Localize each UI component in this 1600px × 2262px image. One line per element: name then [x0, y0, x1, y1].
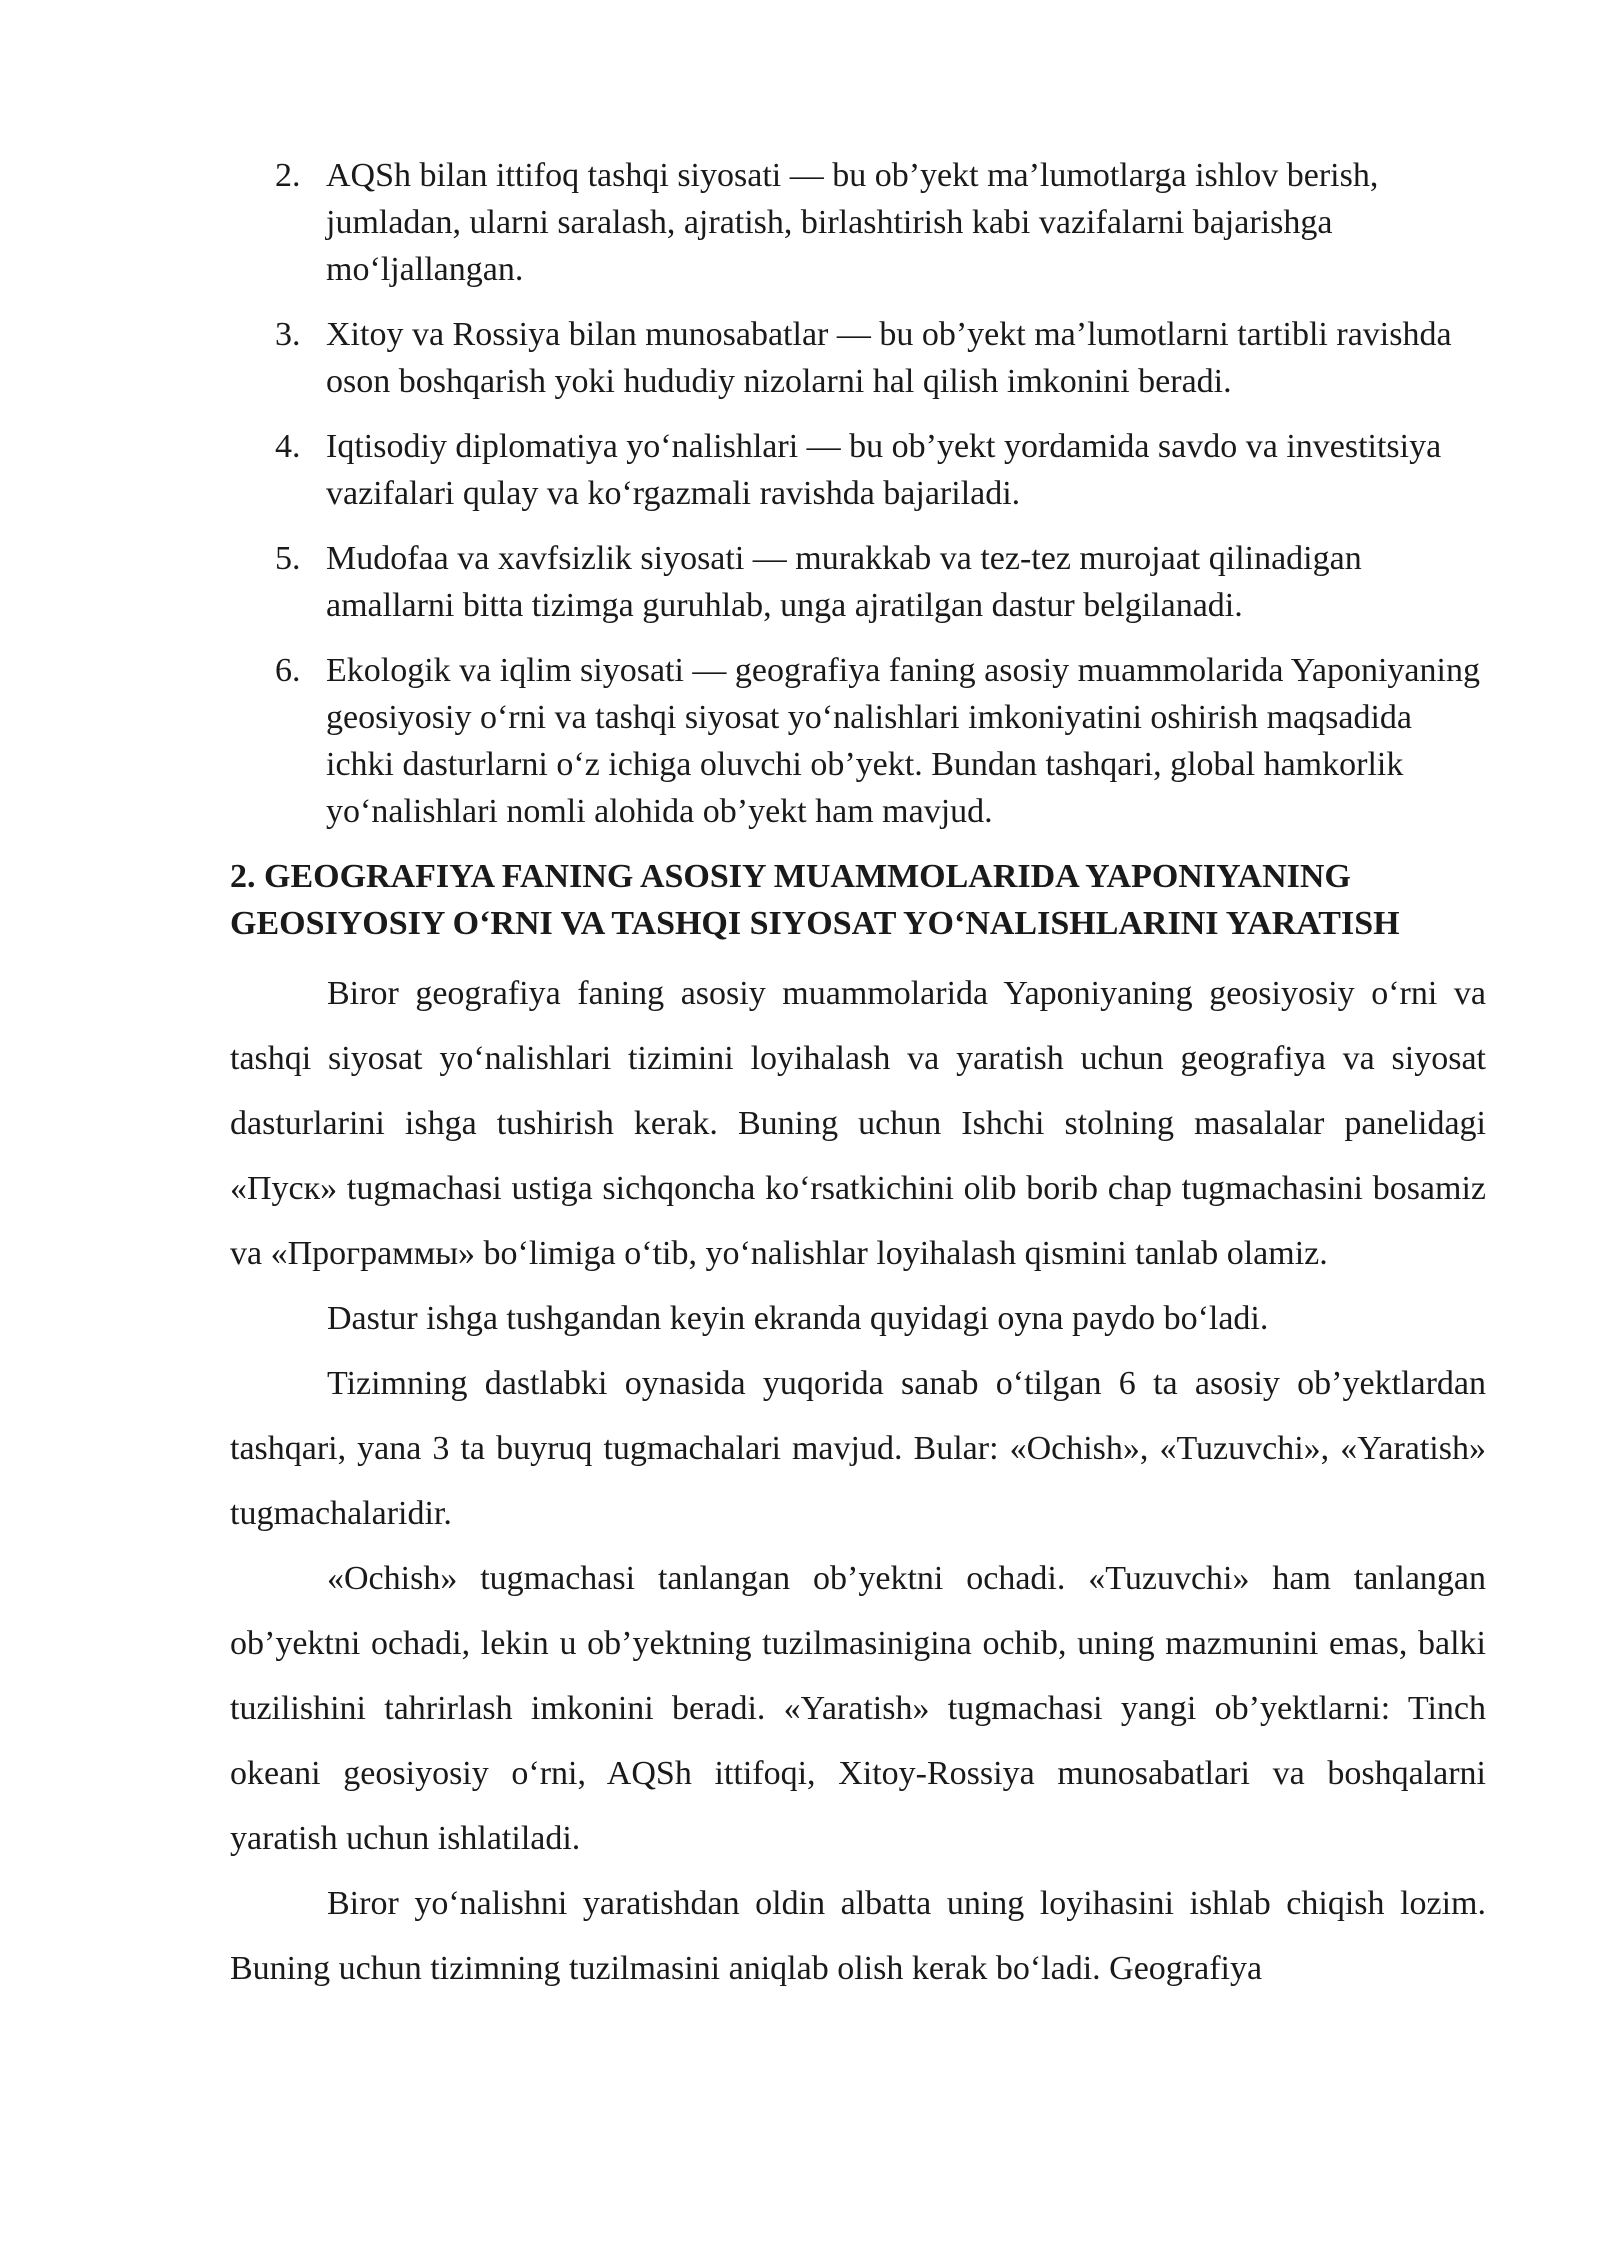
list-item-text: Xitoy va Rossiya bilan munosabatlar — bu ob’yekt ma’lumotlarni tartibli ravishda oson boshqarish yoki hududiy nizolarni hal qilish imkonini beradi.	[326, 316, 1452, 400]
list-item	[230, 647, 1486, 835]
list-item-number: 3.	[275, 316, 301, 353]
list-item	[230, 423, 1486, 517]
body-paragraph: «Ochish» tugmachasi tanlangan ob’yektni ochadi. «Tuzuvchi» ham tanlangan ob’yektni ochadi, lekin u ob’yektning tuzilmasinigina ochib, uning mazmunini emas, balki tuzilishini tahrirlash imkonini beradi. «Yaratish» tugmachasi yangi ob’yektlarni: Tinch okeani geosiyosiy o‘rni, AQSh ittifoqi, Xitoy-Rossiya munosabatlari va boshqalarni yaratish uchun ishlatiladi.	[230, 1560, 1486, 1857]
document-page	[230, 152, 1486, 2001]
list-item-number: 4.	[275, 428, 301, 465]
numbered-list	[230, 152, 1486, 835]
list-item-number: 2.	[275, 157, 301, 194]
body-paragraph: Biror yo‘nalishni yaratishdan oldin albatta uning loyihasini ishlab chiqish lozim. Buning uchun tizimning tuzilmasini aniqlab olish kerak bo‘ladi. Geografiya	[230, 1885, 1486, 1987]
list-item	[230, 535, 1486, 629]
list-item-number: 6.	[275, 652, 301, 689]
list-item-text: Iqtisodiy diplomatiya yo‘nalishlari — bu ob’yekt yordamida savdo va investitsiya vazifalari qulay va ko‘rgazmali ravishda bajariladi.	[326, 428, 1442, 512]
list-item-text: Mudofaa va xavfsizlik siyosati — murakkab va tez-tez murojaat qilinadigan amallarni bitta tizimga guruhlab, unga ajratilgan dastur belgilanadi.	[326, 540, 1362, 624]
list-item-text: Ekologik va iqlim siyosati — geografiya faning asosiy muammolarida Yaponiyaning geosiyosiy o‘rni va tashqi siyosat yo‘nalishlari imkoniyatini oshirish maqsadida ichki dasturlarni o‘z ichiga oluvchi ob’yekt. Bundan tashqari, global hamkorlik yo‘nalishlari nomli alohida ob’yekt ham mavjud.	[326, 652, 1480, 830]
body-paragraph: Biror geografiya faning asosiy muammolarida Yaponiyaning geosiyosiy o‘rni va tashqi siyosat yo‘nalishlari tizimini loyihalash va yaratish uchun geografiya va siyosat dasturlarini ishga tushirish kerak. Buning uchun Ishchi stolning masalalar panelidagi «Пуск» tugmachasi ustiga sichqoncha ko‘rsatkichini olib borib chap tugmachasini bosamiz va «Программы» bo‘limiga o‘tib, yo‘nalishlar loyihalash qismini tanlab olamiz.	[230, 975, 1486, 1272]
body-paragraph: Dastur ishga tushgandan keyin ekranda quyidagi oyna paydo bo‘ladi.	[327, 1300, 1269, 1337]
body-paragraph: Tizimning dastlabki oynasida yuqorida sanab o‘tilgan 6 ta asosiy ob’yektlardan tashqari, yana 3 ta buyruq tugmachalari mavjud. Bular: «Ochish», «Tuzuvchi», «Yaratish» tugmachalaridir.	[230, 1365, 1486, 1532]
list-item	[230, 311, 1486, 405]
list-item	[230, 152, 1486, 293]
list-item-number: 5.	[275, 540, 301, 577]
section-heading: 2. GEOGRAFIYA FANING ASOSIY MUAMMOLARIDA YAPONIYANING GEOSIYOSIY O‘RNI VA TASHQI SIYOSAT YO‘NALISHLARINI YARATISH	[230, 858, 1400, 942]
list-item-text: AQSh bilan ittifoq tashqi siyosati — bu ob’yekt ma’lumotlarga ishlov berish, jumladan, ularni saralash, ajratish, birlashtirish kabi vazifalarni bajarishga mo‘ljallangan.	[326, 157, 1379, 288]
